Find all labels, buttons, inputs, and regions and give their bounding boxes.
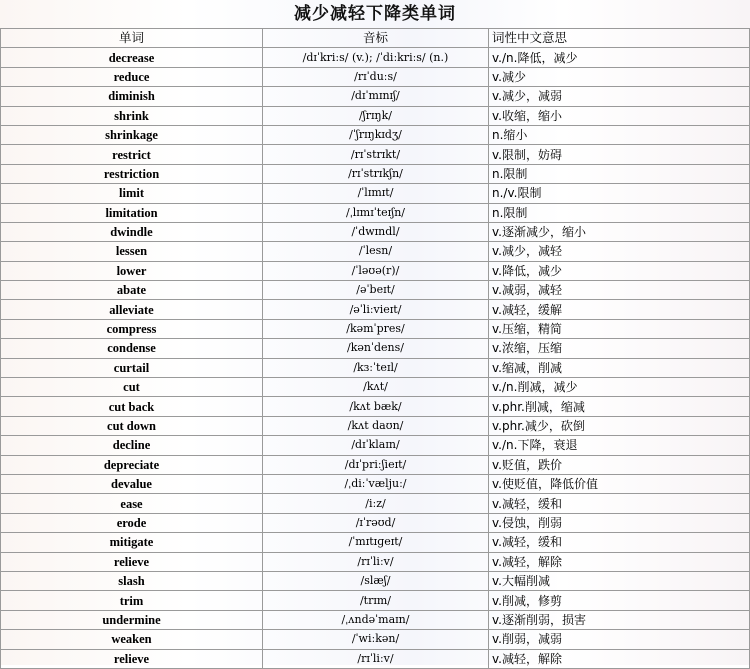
- table-header-row: [1, 29, 750, 48]
- meaning-cell: v.浓缩，压缩: [489, 339, 750, 358]
- meaning-cell: v.减轻，缓和: [489, 494, 750, 513]
- word-cell: cut: [1, 378, 263, 397]
- word-cell: relieve: [1, 649, 263, 668]
- word-cell: limitation: [1, 203, 263, 222]
- meaning-cell: v.收缩，缩小: [489, 106, 750, 125]
- phonetic-cell: /rɪˈstrɪkʃn/: [263, 164, 489, 183]
- table-row: [1, 203, 750, 222]
- table-row: [1, 358, 750, 377]
- word-cell: reduce: [1, 67, 263, 86]
- word-cell: abate: [1, 281, 263, 300]
- word-cell: compress: [1, 319, 263, 338]
- table-row: [1, 106, 750, 125]
- phonetic-cell: /kʌt daʊn/: [263, 416, 489, 435]
- meaning-cell: v.削减，修剪: [489, 591, 750, 610]
- word-cell: alleviate: [1, 300, 263, 319]
- table-row: [1, 145, 750, 164]
- table-row: [1, 87, 750, 106]
- phonetic-cell: /ˈdwɪndl/: [263, 222, 489, 241]
- word-cell: lower: [1, 261, 263, 280]
- phonetic-cell: /ˌdiːˈvæljuː/: [263, 474, 489, 493]
- header-phonetic: 音标: [263, 29, 489, 48]
- phonetic-cell: /rɪˈduːs/: [263, 67, 489, 86]
- table-row: [1, 571, 750, 590]
- table-row: [1, 630, 750, 649]
- word-cell: condense: [1, 339, 263, 358]
- table-row: [1, 300, 750, 319]
- meaning-cell: v.限制，妨碍: [489, 145, 750, 164]
- meaning-cell: n.限制: [489, 164, 750, 183]
- phonetic-cell: /dɪˈkriːs/ (v.); /ˈdiːkriːs/ (n.): [263, 48, 489, 67]
- phonetic-cell: /rɪˈstrɪkt/: [263, 145, 489, 164]
- word-cell: slash: [1, 571, 263, 590]
- phonetic-cell: /kʌt/: [263, 378, 489, 397]
- page-title: 减少减轻下降类单词: [294, 4, 456, 24]
- phonetic-cell: /kʌt bæk/: [263, 397, 489, 416]
- meaning-cell: v.phr.削减，缩减: [489, 397, 750, 416]
- table-row: [1, 184, 750, 203]
- table-row: [1, 474, 750, 493]
- table-row: [1, 281, 750, 300]
- table-row: [1, 649, 750, 668]
- meaning-cell: v./n.削减，减少: [489, 378, 750, 397]
- word-cell: lessen: [1, 242, 263, 261]
- word-cell: relieve: [1, 552, 263, 571]
- meaning-cell: v.逐渐减少，缩小: [489, 222, 750, 241]
- phonetic-cell: /dɪˈklaɪn/: [263, 436, 489, 455]
- word-cell: trim: [1, 591, 263, 610]
- header-meaning: 词性中文意思: [489, 29, 750, 48]
- meaning-cell: v.减少，减轻: [489, 242, 750, 261]
- meaning-cell: v./n.降低，减少: [489, 48, 750, 67]
- phonetic-cell: /ʃrɪŋk/: [263, 106, 489, 125]
- word-cell: decrease: [1, 48, 263, 67]
- meaning-cell: n./v.限制: [489, 184, 750, 203]
- word-cell: cut down: [1, 416, 263, 435]
- phonetic-cell: /trɪm/: [263, 591, 489, 610]
- phonetic-cell: /rɪˈliːv/: [263, 649, 489, 668]
- meaning-cell: v.压缩，精简: [489, 319, 750, 338]
- table-row: [1, 455, 750, 474]
- word-cell: curtail: [1, 358, 263, 377]
- meaning-cell: v.减轻，缓解: [489, 300, 750, 319]
- phonetic-cell: /ˈlesn/: [263, 242, 489, 261]
- table-row: [1, 513, 750, 532]
- word-cell: dwindle: [1, 222, 263, 241]
- word-cell: erode: [1, 513, 263, 532]
- table-row: [1, 319, 750, 338]
- meaning-cell: v.缩减，削减: [489, 358, 750, 377]
- phonetic-cell: /iːz/: [263, 494, 489, 513]
- phonetic-cell: /dɪˈmɪnɪʃ/: [263, 87, 489, 106]
- table-row: [1, 416, 750, 435]
- table-row: [1, 67, 750, 86]
- meaning-cell: v.减轻，解除: [489, 552, 750, 571]
- meaning-cell: v./n.下降，衰退: [489, 436, 750, 455]
- meaning-cell: v.大幅削减: [489, 571, 750, 590]
- table-row: [1, 436, 750, 455]
- table-row: [1, 494, 750, 513]
- table-row: [1, 378, 750, 397]
- meaning-cell: v.侵蚀，削弱: [489, 513, 750, 532]
- meaning-cell: v.减少，减弱: [489, 87, 750, 106]
- phonetic-cell: /ˈlɪmɪt/: [263, 184, 489, 203]
- word-cell: weaken: [1, 630, 263, 649]
- phonetic-cell: /ˌʌndəˈmaɪn/: [263, 610, 489, 629]
- meaning-cell: v.逐渐削弱，损害: [489, 610, 750, 629]
- phonetic-cell: /ˌlɪmɪˈteɪʃn/: [263, 203, 489, 222]
- meaning-cell: v.削弱，减弱: [489, 630, 750, 649]
- phonetic-cell: /kəmˈpres/: [263, 319, 489, 338]
- table-row: [1, 591, 750, 610]
- word-cell: diminish: [1, 87, 263, 106]
- word-cell: depreciate: [1, 455, 263, 474]
- table-row: [1, 610, 750, 629]
- meaning-cell: v.使贬值，降低价值: [489, 474, 750, 493]
- phonetic-cell: /dɪˈpriːʃieɪt/: [263, 455, 489, 474]
- word-cell: mitigate: [1, 533, 263, 552]
- phonetic-cell: /ˈʃrɪŋkɪdʒ/: [263, 125, 489, 144]
- table-row: [1, 397, 750, 416]
- table-row: [1, 242, 750, 261]
- table-row: [1, 261, 750, 280]
- phonetic-cell: /ɪˈrəʊd/: [263, 513, 489, 532]
- word-cell: ease: [1, 494, 263, 513]
- phonetic-cell: /əˈbeɪt/: [263, 281, 489, 300]
- word-cell: limit: [1, 184, 263, 203]
- word-cell: shrink: [1, 106, 263, 125]
- phonetic-cell: /kɜːˈteɪl/: [263, 358, 489, 377]
- phonetic-cell: /ˈləʊə(r)/: [263, 261, 489, 280]
- meaning-cell: v.减轻，缓和: [489, 533, 750, 552]
- meaning-cell: v.贬值，跌价: [489, 455, 750, 474]
- table-row: [1, 552, 750, 571]
- phonetic-cell: /slæʃ/: [263, 571, 489, 590]
- phonetic-cell: /kənˈdens/: [263, 339, 489, 358]
- meaning-cell: n.缩小: [489, 125, 750, 144]
- table-body: [1, 48, 750, 669]
- word-cell: decline: [1, 436, 263, 455]
- word-cell: shrinkage: [1, 125, 263, 144]
- word-cell: restriction: [1, 164, 263, 183]
- phonetic-cell: /ˈmɪtɪɡeɪt/: [263, 533, 489, 552]
- table-row: [1, 48, 750, 67]
- meaning-cell: v.phr.减少，砍倒: [489, 416, 750, 435]
- word-cell: restrict: [1, 145, 263, 164]
- table-row: [1, 533, 750, 552]
- word-cell: cut back: [1, 397, 263, 416]
- phonetic-cell: /əˈliːvieɪt/: [263, 300, 489, 319]
- word-cell: devalue: [1, 474, 263, 493]
- vocabulary-table: [0, 28, 750, 669]
- header-word: 单词: [1, 29, 263, 48]
- word-cell: undermine: [1, 610, 263, 629]
- meaning-cell: v.减轻，解除: [489, 649, 750, 668]
- meaning-cell: v.减少: [489, 67, 750, 86]
- table-row: [1, 339, 750, 358]
- meaning-cell: n.限制: [489, 203, 750, 222]
- meaning-cell: v.降低，减少: [489, 261, 750, 280]
- table-row: [1, 164, 750, 183]
- phonetic-cell: /ˈwiːkən/: [263, 630, 489, 649]
- table-row: [1, 222, 750, 241]
- table-row: [1, 125, 750, 144]
- phonetic-cell: /rɪˈliːv/: [263, 552, 489, 571]
- meaning-cell: v.减弱，减轻: [489, 281, 750, 300]
